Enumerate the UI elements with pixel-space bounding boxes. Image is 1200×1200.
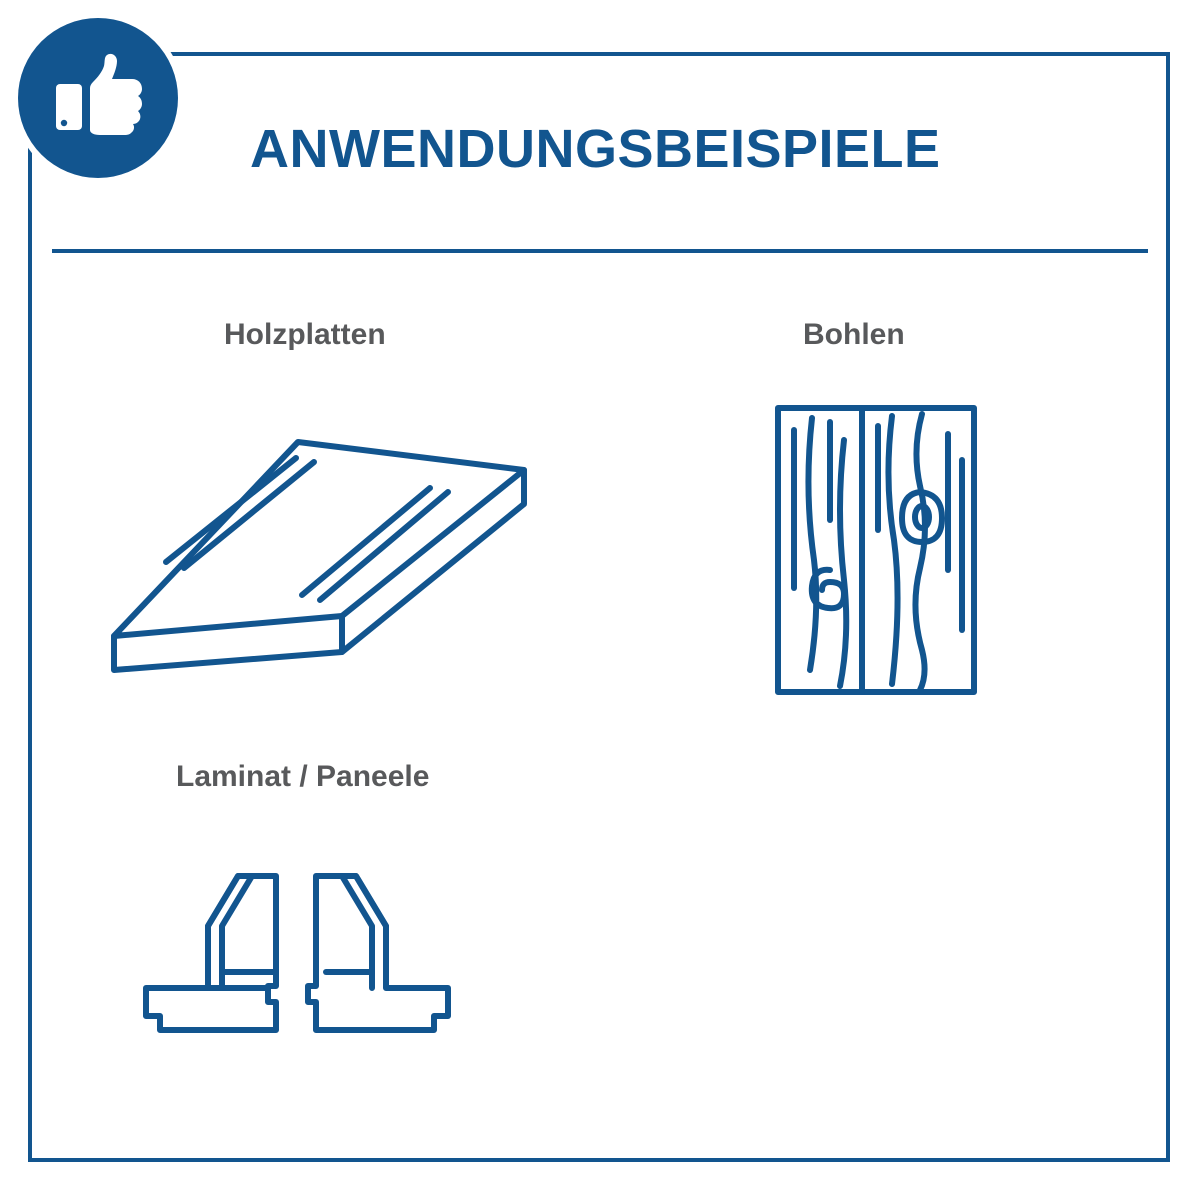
wood-board-icon [100,430,540,690]
section-label-laminate: Laminat / Paneele [176,760,430,793]
laminate-panels-icon [130,860,480,1050]
section-label-planks: Bohlen [803,318,905,351]
section-label-boards: Holzplatten [224,318,386,351]
page-title: ANWENDUNGSBEISPIELE [250,119,941,179]
title-divider [52,249,1148,253]
thumbs-up-badge [18,18,178,178]
thumbs-up-icon [44,44,152,152]
wood-plank-grain-icon [770,400,990,700]
